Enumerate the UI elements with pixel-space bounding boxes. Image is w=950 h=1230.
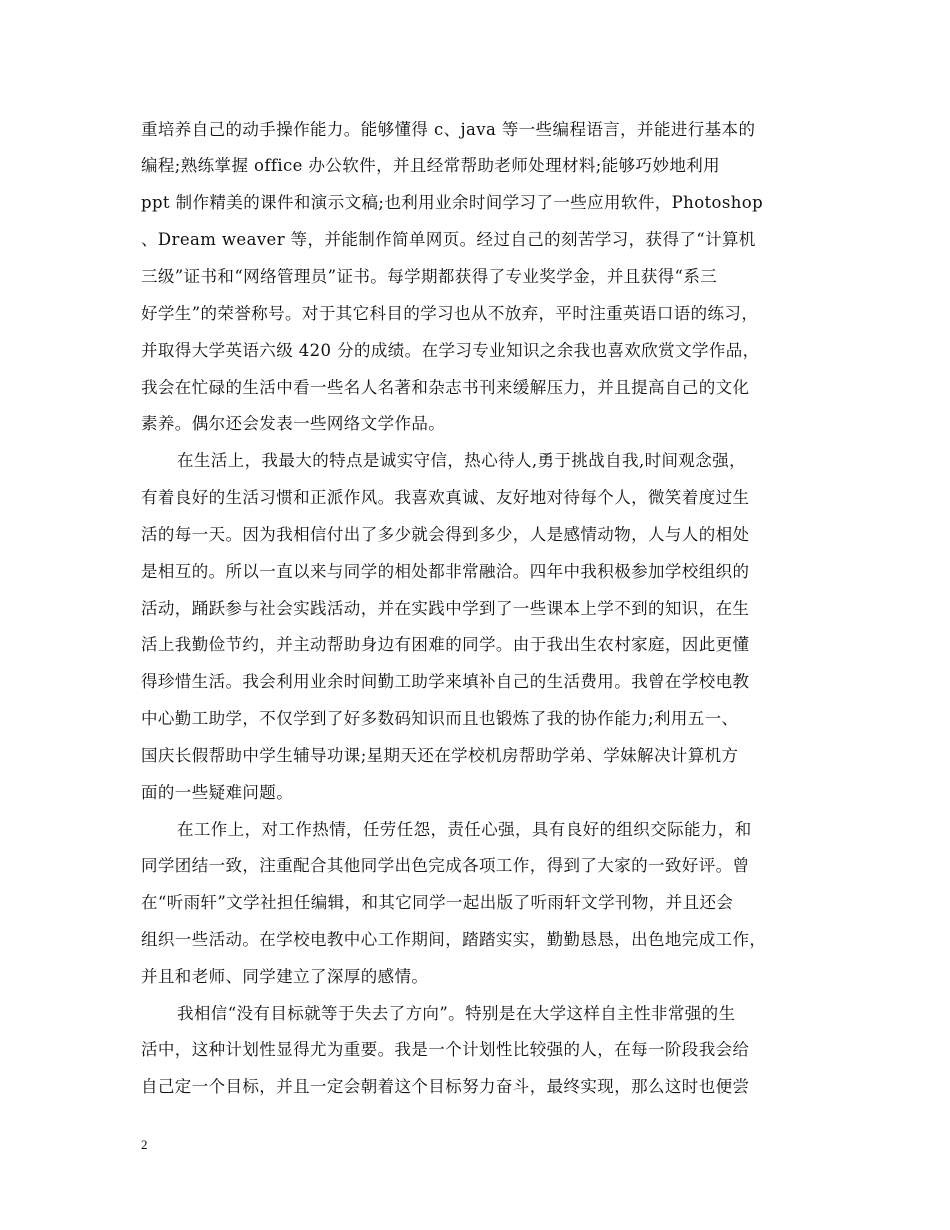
- text-line: ppt 制作精美的课件和演示文稿;也利用业余时间学习了一些应用软件，Photoshop: [141, 193, 764, 212]
- text-line: 素养。偶尔还会发表一些网络文学作品。: [141, 414, 446, 433]
- text-line: 我会在忙碌的生活中看一些名人名著和杂志书刊来缓解压力，并且提高自己的文化: [141, 378, 750, 397]
- text-line: 活上我勤俭节约，并主动帮助身边有困难的同学。由于我出生农村家庭，因此更懂: [141, 635, 750, 654]
- text-line: 在“听雨轩”文学社担任编辑，和其它同学一起出版了听雨轩文学刊物，并且还会: [141, 893, 734, 912]
- paragraph-start-line: 在工作上，对工作热情，任劳任怨，责任心强，具有良好的组织交际能力，和: [177, 820, 752, 839]
- text-line: 活的每一天。因为我相信付出了多少就会得到多少，人是感情动物，人与人的相处: [141, 525, 750, 544]
- text-line: 同学团结一致，注重配合其他同学出色完成各项工作，得到了大家的一致好评。曾: [141, 856, 750, 875]
- text-line: 得珍惜生活。我会利用业余时间勤工助学来填补自己的生活费用。我曾在学校电教: [141, 672, 750, 691]
- text-line: 国庆长假帮助中学生辅导功课;星期天还在学校机房帮助学弟、学妹解决计算机方: [141, 746, 739, 765]
- text-line: 并且和老师、同学建立了深厚的感情。: [141, 967, 429, 986]
- paragraph-start-line: 在生活上，我最大的特点是诚实守信，热心待人,勇于挑战自我,时间观念强，: [177, 451, 746, 470]
- text-line: 中心勤工助学，不仅学到了好多数码知识而且也锻炼了我的协作能力;利用五一、: [141, 709, 739, 728]
- page-number: 2: [141, 1137, 148, 1152]
- text-line: 活动，踊跃参与社会实践活动，并在实践中学到了一些课本上学不到的知识，在生: [141, 599, 750, 618]
- text-line: 编程;熟练掌握 office 办公软件，并且经常帮助老师处理材料;能够巧妙地利用: [141, 156, 721, 175]
- text-line: 活中，这种计划性显得尤为重要。我是一个计划性比较强的人，在每一阶段我会给: [141, 1040, 750, 1059]
- text-line: 面的一些疑难问题。: [141, 783, 294, 802]
- text-line: 好学生”的荣誉称号。对于其它科目的学习也从不放弃，平时注重英语口语的练习，: [141, 304, 759, 323]
- text-line: 三级”证书和“网络管理员”证书。每学期都获得了专业奖学金，并且获得“系三: [141, 267, 718, 286]
- text-line: 重培养自己的动手操作能力。能够懂得 c、java 等一些编程语言，并能进行基本的: [141, 120, 756, 139]
- paragraph-start-line: 我相信“没有目标就等于失去了方向”。特别是在大学这样自主性非常强的生: [177, 1004, 736, 1023]
- text-line: 并取得大学英语六级 420 分的成绩。在学习专业知识之余我也喜欢欣赏文学作品，: [141, 341, 760, 360]
- text-line: 组织一些活动。在学校电教中心工作期间，踏踏实实，勤勤恳恳，出色地完成工作，: [141, 930, 767, 949]
- text-line: 、Dream weaver 等，并能制作简单网页。经过自己的刻苦学习，获得了“计算机: [141, 230, 756, 249]
- text-line: 是相互的。所以一直以来与同学的相处都非常融洽。四年中我积极参加学校组织的: [141, 562, 750, 581]
- text-line: 自己定一个目标，并且一定会朝着这个目标努力奋斗，最终实现，那么这时也便尝: [141, 1077, 750, 1096]
- text-line: 有着良好的生活习惯和正派作风。我喜欢真诚、友好地对待每个人，微笑着度过生: [141, 488, 750, 507]
